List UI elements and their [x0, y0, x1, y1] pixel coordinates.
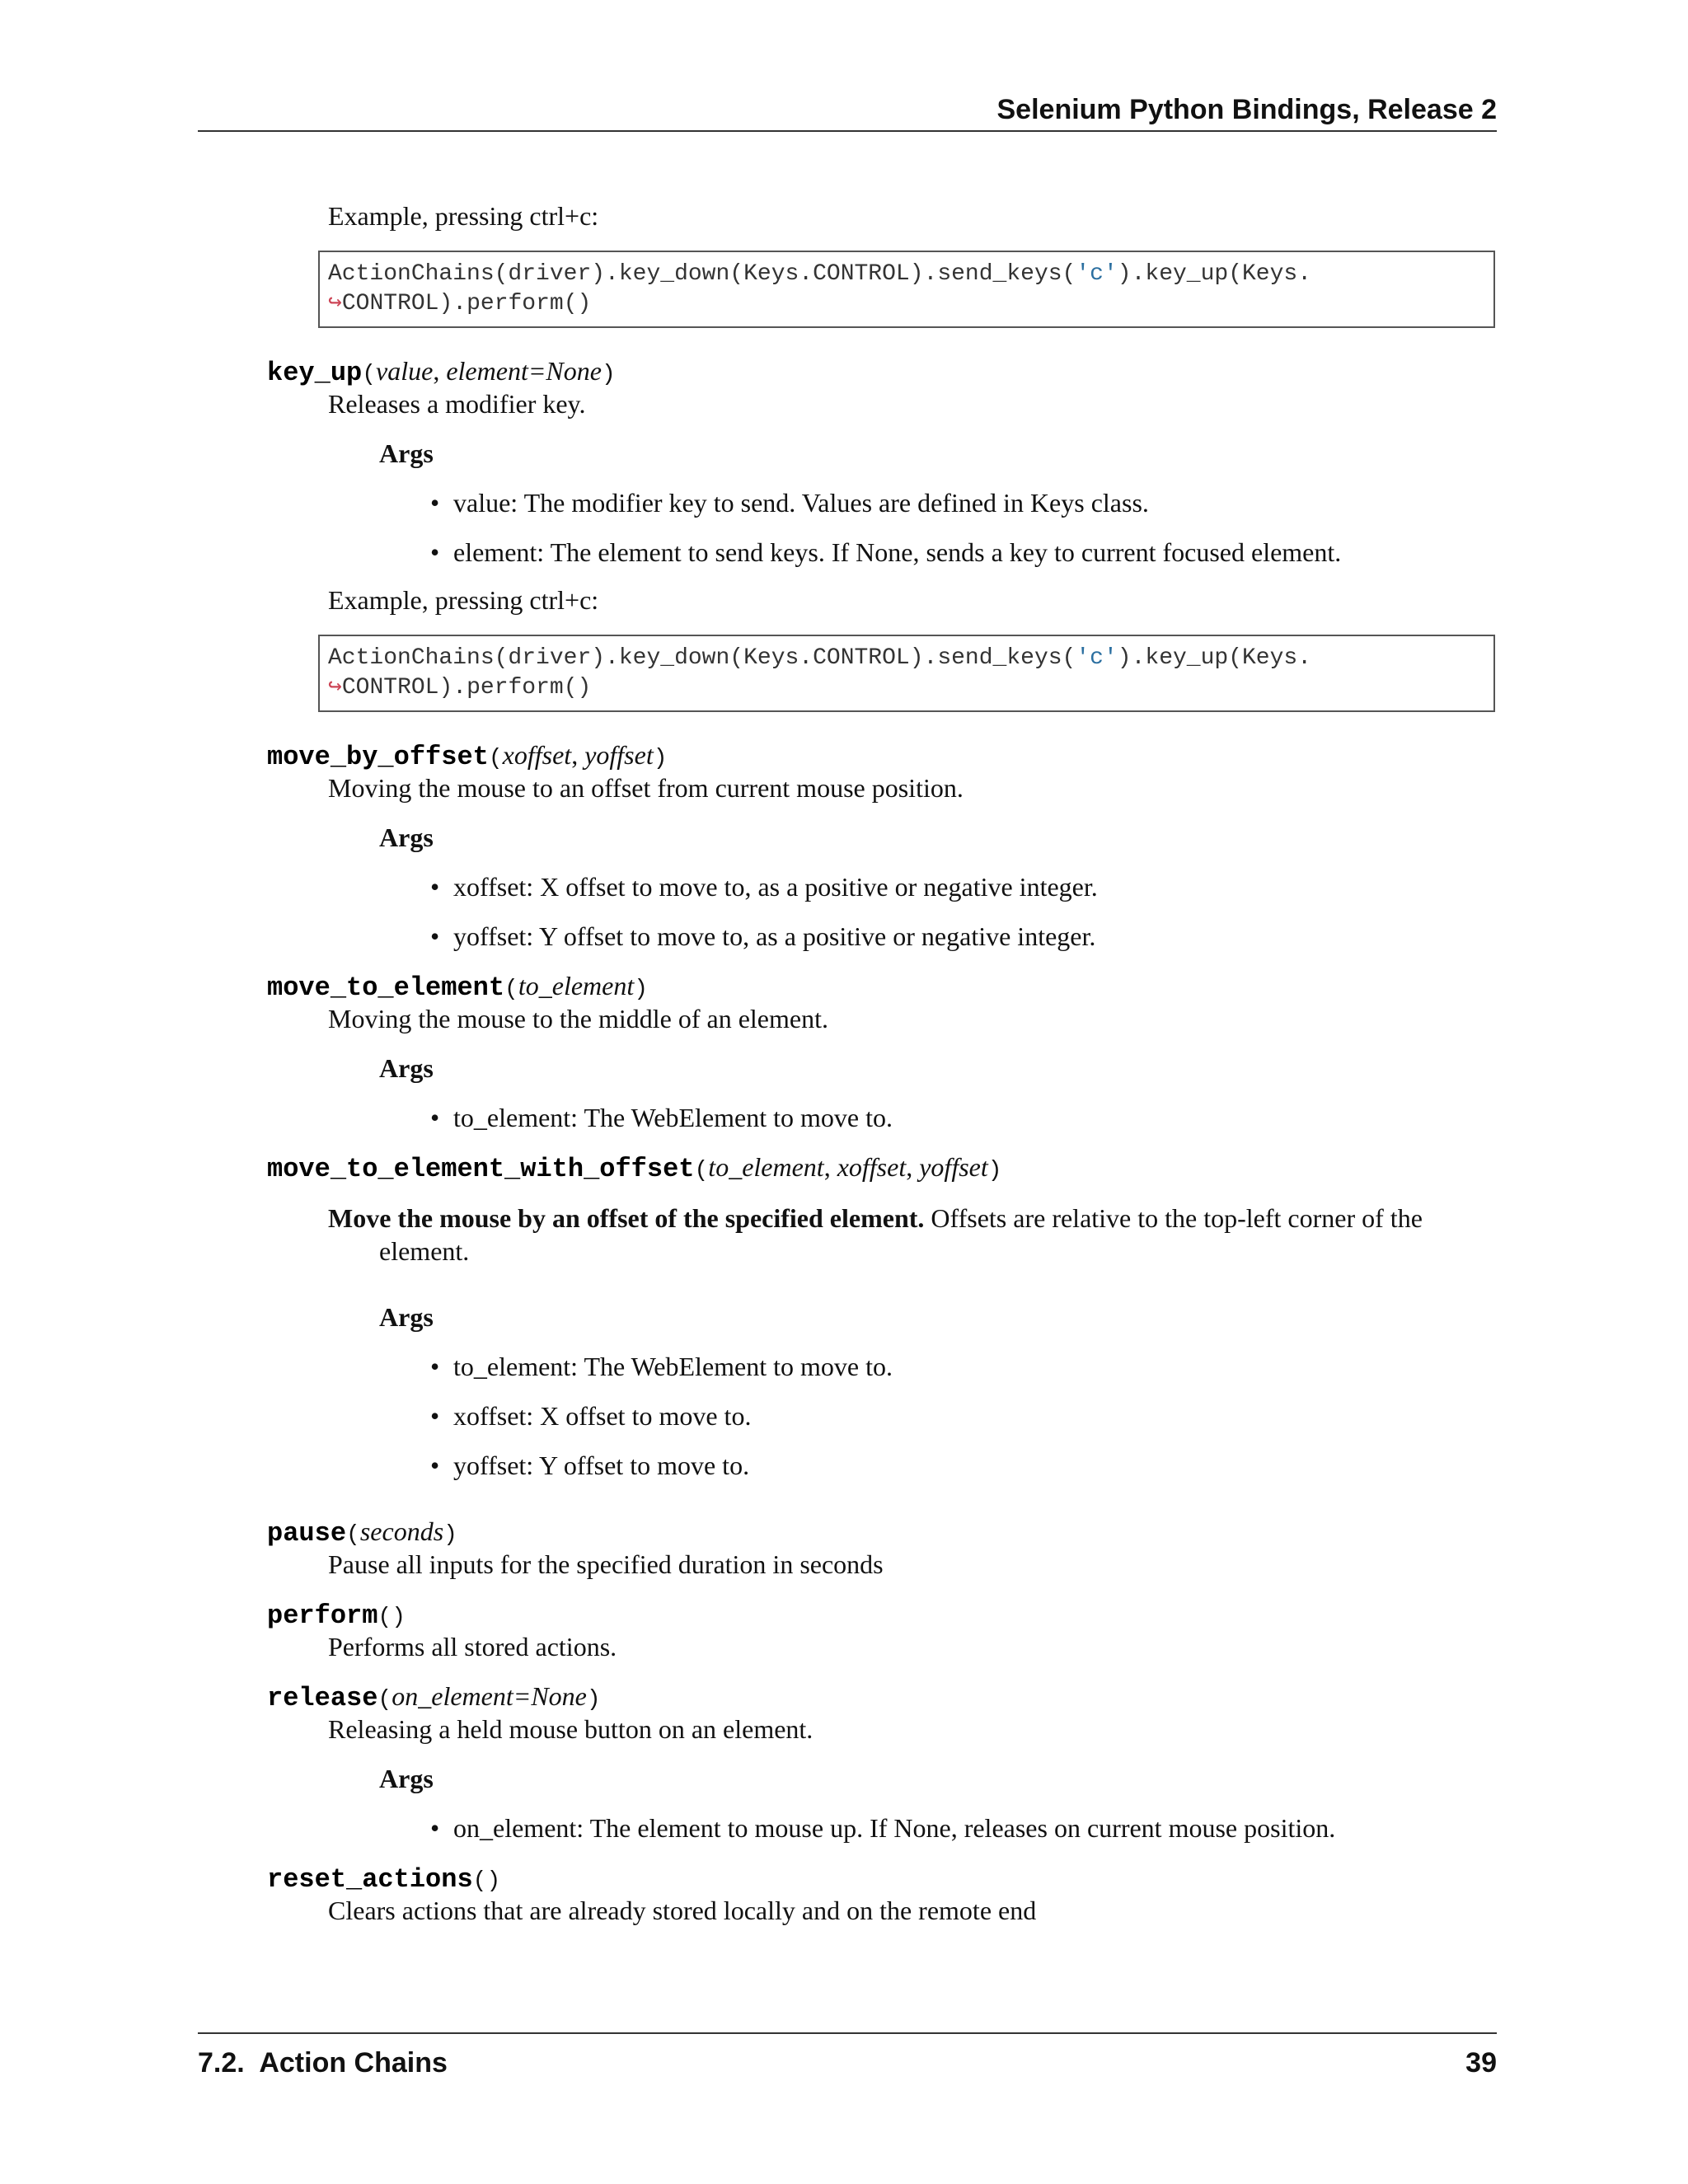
- method-description: Moving the mouse to an offset from current mouse position.: [328, 773, 964, 803]
- header-title: Selenium Python Bindings, Release 2: [996, 94, 1497, 125]
- method-description: Clears actions that are already stored locally and on the remote end: [328, 1896, 1037, 1925]
- method-description: Releasing a held mouse button on an element.: [328, 1714, 814, 1744]
- code-text: ActionChains(driver).key_down(Keys.CONTROL).send_keys(: [328, 261, 1076, 287]
- method-name: perform: [267, 1601, 378, 1631]
- code-block-1[interactable]: [318, 251, 1495, 328]
- method-description: Moving the mouse to the middle of an element.: [328, 1004, 828, 1033]
- method-name: move_to_element_with_offset: [267, 1154, 695, 1184]
- method-description: Performs all stored actions.: [328, 1632, 617, 1661]
- code-string: 'c': [1076, 261, 1118, 287]
- page-header: [198, 91, 1497, 132]
- args-heading: Args: [379, 1053, 434, 1083]
- method-name: key_up: [267, 358, 363, 388]
- code-text: CONTROL).perform(): [341, 291, 592, 316]
- list-item: • value: The modifier key to send. Values are defined in Keys class.: [430, 488, 1149, 518]
- method-name: move_to_element: [267, 972, 505, 1003]
- page-footer: [198, 2032, 1497, 2079]
- param: element=None: [446, 356, 602, 386]
- method-description: Move the mouse by an offset of the specified element. Offsets are relative to the top-left corner of the: [328, 1203, 1423, 1233]
- code-text: ).key_up(Keys.: [1117, 261, 1312, 287]
- method-signature-reset-actions: reset_actions(): [267, 1864, 501, 1895]
- args-heading: Args: [379, 823, 434, 852]
- method-signature-move-to-element-with-offset: move_to_element_with_offset(to_element, xoffset, yoffset): [267, 1152, 1002, 1184]
- line-continuation-icon: ↪: [328, 675, 342, 701]
- code-block-2[interactable]: [318, 635, 1495, 712]
- param: xoffset: [837, 1152, 907, 1182]
- param: xoffset: [502, 740, 572, 770]
- method-name: reset_actions: [267, 1864, 473, 1895]
- method-signature-move-to-element: move_to_element(to_element): [267, 971, 649, 1003]
- method-name: pause: [267, 1518, 347, 1549]
- list-item: • to_element: The WebElement to move to.: [430, 1103, 893, 1132]
- args-heading: Args: [379, 1302, 434, 1332]
- footer-section-link[interactable]: 7.2. Action Chains: [198, 2047, 448, 2079]
- code-text: ).key_up(Keys.: [1117, 645, 1312, 671]
- param: to_element: [708, 1152, 824, 1182]
- param: seconds: [359, 1516, 444, 1546]
- method-signature-pause: pause(seconds): [267, 1516, 457, 1549]
- method-name: release: [267, 1683, 378, 1713]
- code-text: ActionChains(driver).key_down(Keys.CONTROL).send_keys(: [328, 645, 1076, 671]
- list-item: • xoffset: X offset to move to.: [430, 1401, 752, 1431]
- example-label: Example, pressing ctrl+c:: [328, 585, 599, 615]
- page-number: 39: [1465, 2047, 1497, 2079]
- param: on_element=None: [392, 1681, 587, 1711]
- list-item: • on_element: The element to mouse up. If None, releases on current mouse position.: [430, 1813, 1336, 1843]
- method-signature-key-up: key_up(value, element=None): [267, 356, 616, 388]
- list-item: • yoffset: Y offset to move to.: [430, 1451, 750, 1480]
- param: to_element: [518, 971, 635, 1001]
- param: yoffset: [919, 1152, 988, 1182]
- list-item: • to_element: The WebElement to move to.: [430, 1352, 893, 1381]
- param: value: [376, 356, 434, 386]
- code-text: CONTROL).perform(): [341, 675, 592, 701]
- method-signature-perform: perform(): [267, 1601, 406, 1631]
- example-label: Example, pressing ctrl+c:: [328, 201, 599, 231]
- method-description: Pause all inputs for the specified duration in seconds: [328, 1549, 884, 1579]
- list-item: • xoffset: X offset to move to, as a positive or negative integer.: [430, 872, 1098, 902]
- args-heading: Args: [379, 1764, 434, 1793]
- method-description: Releases a modifier key.: [328, 389, 586, 419]
- list-item: • element: The element to send keys. If None, sends a key to current focused element.: [430, 537, 1342, 567]
- list-item: • yoffset: Y offset to move to, as a positive or negative integer.: [430, 921, 1096, 951]
- args-heading: Args: [379, 438, 434, 468]
- method-signature-release: release(on_element=None): [267, 1681, 601, 1713]
- method-name: move_by_offset: [267, 742, 489, 772]
- param: yoffset: [584, 740, 654, 770]
- method-signature-move-by-offset: move_by_offset(xoffset, yoffset): [267, 740, 668, 772]
- method-description-cont: element.: [379, 1236, 470, 1266]
- line-continuation-icon: ↪: [328, 291, 342, 316]
- code-string: 'c': [1076, 645, 1118, 671]
